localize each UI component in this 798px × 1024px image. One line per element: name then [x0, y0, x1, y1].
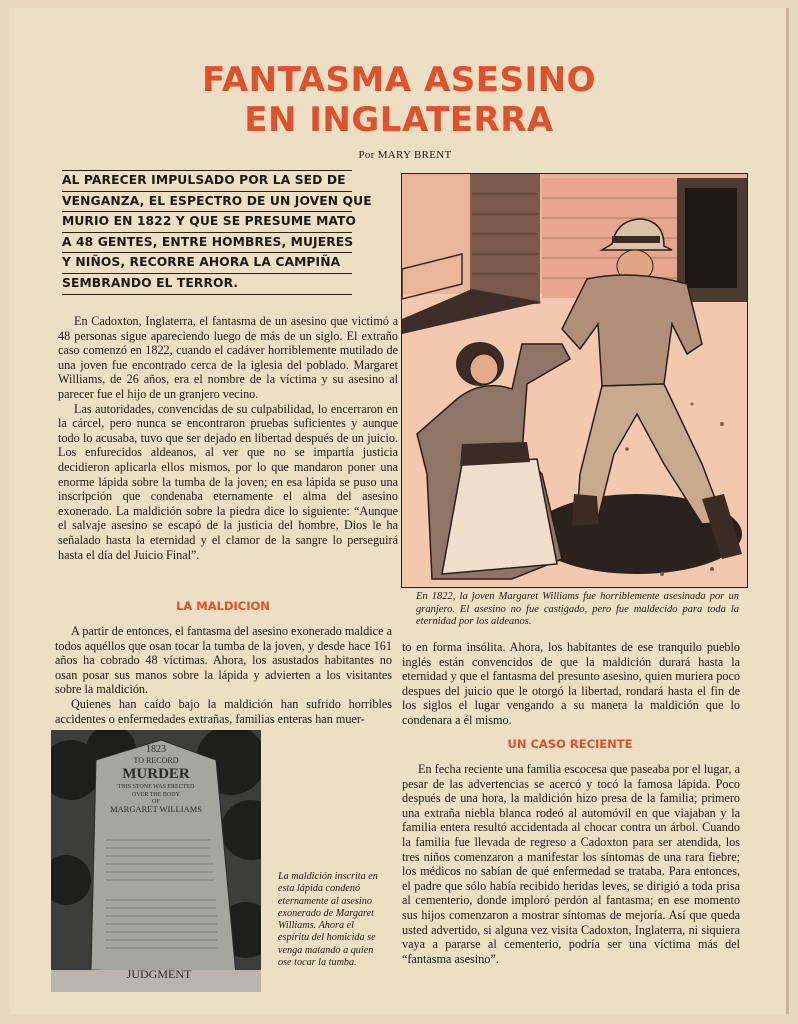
body-column-1-bottom	[55, 624, 392, 726]
illustration-drawing	[402, 174, 747, 587]
tombstone-year: 1823	[146, 744, 166, 755]
article-title-line1: FANTASMA ASESINO	[202, 60, 596, 100]
tombstone-bottom: JUDGMENT	[126, 967, 192, 981]
tombstone-line3: THIS STONE WAS ERECTED	[117, 784, 195, 790]
body-paragraph: to en forma insólita. Ahora, los habitantes de ese tranquilo pueblo inglés están convencidos de que la maldición durará hasta la eternidad y que el fantasma del presunto asesino, quien muriera poco despues del juicio que le otorgó la libertad, rondará hasta el fin de los siglos el lugar vengando a su manera la maldición que lo condenara a él mismo.	[402, 640, 740, 727]
subhead-la-maldicion: LA MALDICION	[176, 599, 270, 613]
body-column-2-bottom	[402, 762, 740, 966]
lead-paragraph	[62, 170, 372, 295]
body-paragraph: En fecha reciente una familia escocesa que paseaba por el lugar, a pesar de las advertencias se acercó y tocó la famosa lápida. Poco después de una hora, la maldición hizo presa de la familia; primero una extraña niebla blanca rodeó al automóvil en que viajaban y la familia entera resultó accidentada al chocar contra un árbol. Cuando la familia fue llevada de regreso a Cadoxton para ser atendida, los tres niños comenzaron a manifestar los síntomas de una rara fiebre; los médicos no sabían de qué enfermedad se trataba. Para entonces, el padre que sólo había recibido heridas leves, se dirigió a toda prisa al cementerio, donde imploró perdón al fantasma; en ese momento sus hijos comenzaron a mostrar síntomas de mejoría. Así que queda usted advertido, si alguna vez visita Cadoxton, Inglaterra, ni siquiera vaya a pararse al cementerio, podría ser una víctima más del “fantasma asesino”.	[402, 762, 740, 966]
body-paragraph: A partir de entonces, el fantasma del asesino exonerado maldice a todos aquéllos que osan tocar la tumba de la joven, y desde hace 161 años ha cobrado 48 víctimas. Ahora, los asustados habitantes no osan posar sus manos sobre la lápida y advierten a los visitantes sobre la maldición.	[55, 624, 392, 697]
lead-line: AL PARECER IMPULSADO POR LA SED DE	[62, 170, 352, 192]
body-column-2-top	[402, 640, 740, 728]
tombstone-line4: OVER THE BODY	[132, 792, 180, 798]
lead-line: SEMBRANDO EL TERROR.	[62, 274, 352, 295]
tombstone-photo	[51, 730, 261, 992]
article-title-line2: EN INGLATERRA	[244, 100, 554, 140]
illustration-murder-scene	[401, 173, 748, 588]
subhead-un-caso-reciente: UN CASO RECIENTE	[507, 737, 633, 751]
tombstone-line1: TO RECORD	[133, 756, 179, 765]
tombstone-name: MARGARET WILLIAMS	[109, 804, 203, 814]
body-paragraph: Las autoridades, convencidas de su culpabilidad, lo encerraron en la cárcel, pero nunca se encontraron pruebas suficientes y aunque todo lo acusaba, tuvo que ser dejado en libertad después de un juicio. Los enfurecidos aldeanos, al ver que no se impartía justicia decidieron aplicarla ellos mismos, por lo que mandaron poner una enorme lápida sobre la tumba de la joven; en esa lápida se puso una inscripción que condenaba eternamente el alma del asesino exonerado. La maldición sobre la piedra dice lo siguiente: “Aunque el salvaje asesino se escapó de la justicia del hombre, Dios le ha señalado hasta la eternidad y el clamor de la sangre lo perseguirá hasta el día del Juicio Final”.	[58, 401, 398, 562]
byline: Por MARY BRENT	[358, 149, 452, 161]
body-paragraph: En Cadoxton, Inglaterra, el fantasma de un asesino que victimó a 48 personas sigue apareciendo luego de más de un siglo. El extraño caso comenzó en 1822, cuando el cadáver horriblemente mutilado de una joven fue encontrado cerca de la iglesia del poblado. Margaret Williams, de 26 años, era el nombre de la víctima y su asesino al parecer fue el hijo de un granjero vecino.	[58, 314, 398, 401]
tombstone-line5: OF	[152, 799, 160, 805]
lead-line: A 48 GENTES, ENTRE HOMBRES, MUJERES	[62, 233, 352, 254]
body-column-1-top	[58, 314, 398, 562]
body-paragraph: Quienes han caído bajo la maldición han sufrido horribles accidentes o enfermedades extrañas, familias enteras han muer-	[55, 696, 392, 726]
tombstone-drawing	[51, 730, 261, 992]
lead-line: Y NIÑOS, RECORRE AHORA LA CAMPIÑA	[62, 253, 352, 274]
lead-line: VENGANZA, EL ESPECTRO DE UN JOVEN QUE	[62, 192, 352, 213]
lead-line: MURIO EN 1822 Y QUE SE PRESUME MATO	[62, 212, 352, 233]
illustration-caption: En 1822, la joven Margaret Williams fue horriblemente asesinada por un granjero. El asesino no fue castigado, pero fue maldecido para toda la eternidad por los aldeanos.	[416, 591, 739, 627]
tombstone-murder: MURDER	[122, 766, 190, 782]
tombstone-caption: La maldición inscrita en esta lápida condenó eternamente al asesino exonerado de Margaret Williams. Ahora el espíritu del homicida se venga matando a quien ose tocar la tumba.	[278, 871, 378, 969]
